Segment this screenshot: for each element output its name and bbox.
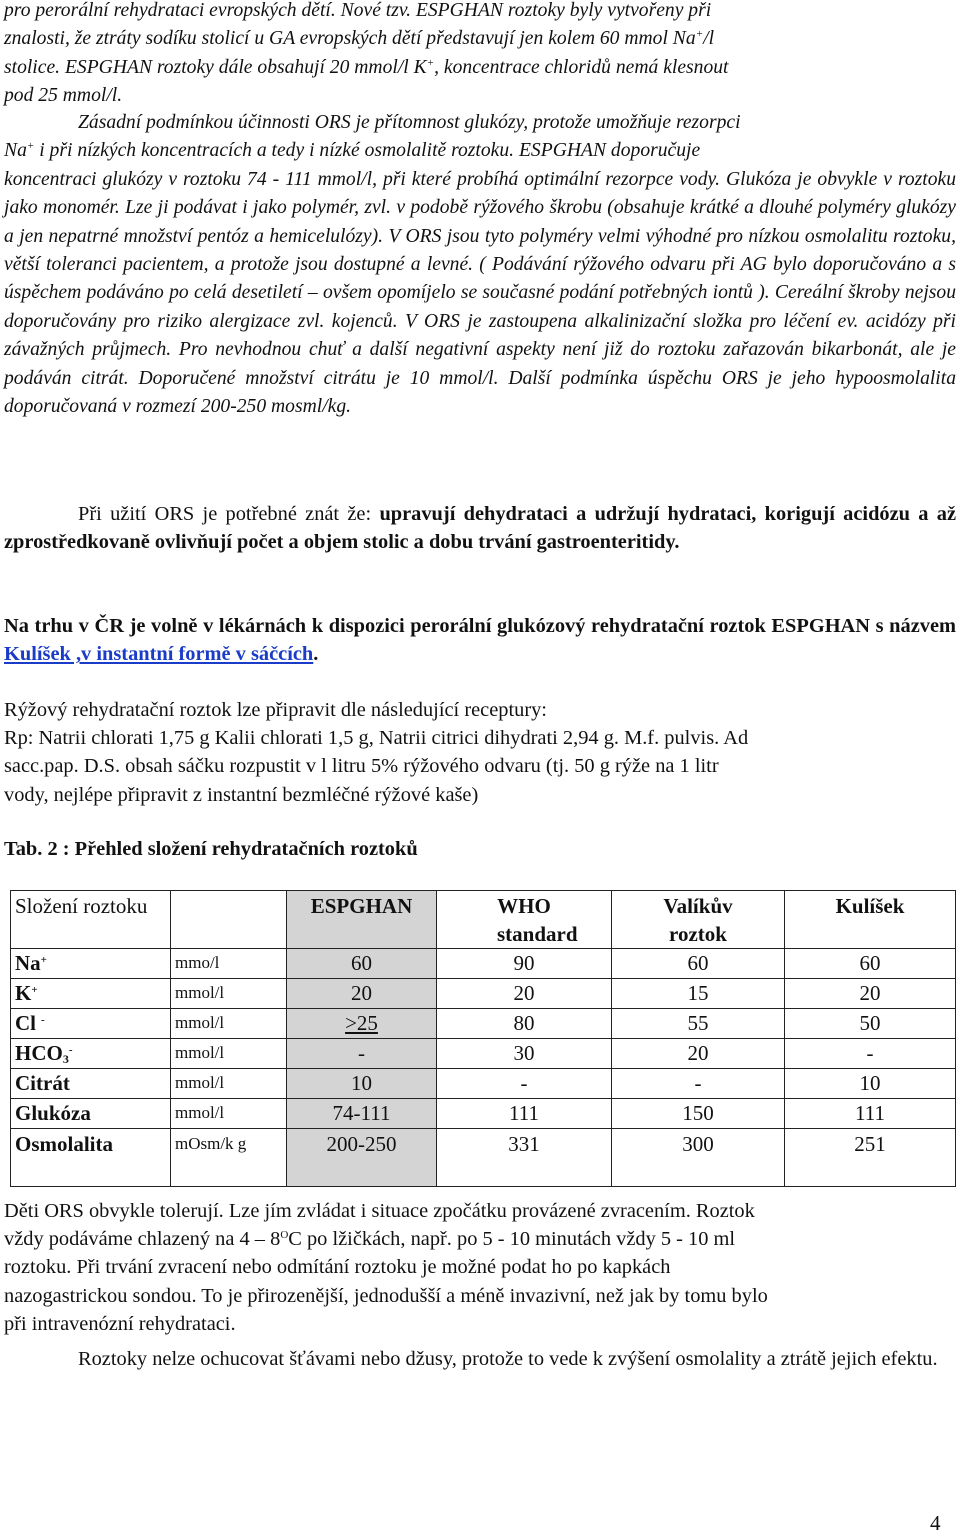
table-header-row — [11, 891, 956, 949]
cell-espghan: 10 — [287, 1069, 437, 1099]
cell-kulisek: 10 — [785, 1069, 956, 1099]
line: stolice. ESPGHAN roztoky dále obsahují 20 mmol/l K — [4, 56, 427, 78]
row-label: Na+ — [11, 949, 171, 979]
row-label: Glukóza — [11, 1099, 171, 1129]
degree-symbol: O — [280, 1229, 289, 1242]
line: vždy podáváme chlazený na 4 – 8 — [4, 1228, 281, 1251]
table-row — [11, 979, 956, 1009]
header-composition: Složení roztoku — [11, 891, 171, 949]
cell-kulisek: 111 — [785, 1099, 956, 1129]
paragraph-text: koncentraci glukózy v roztoku 74 - 111 mmol/l, při které probíhá optimální rezorpce vody. Glukóza je obvykle v roztoku jako monomér. Lze ji podávat i jako polymér, zvl. v podobě rýžového škrobu (obsahuje krátké a dlouhé polyméry glukózy a jen nepatrné množství pentóz a hemicelulózy). V ORS jsou tyto polyméry velmi výhodné pro nízkou osmolalitu roztoku, větší toleranci pacientem, a protože jsou dostupné a levné. ( Podávání rýžového odvaru při AG bylo doporučováno a s úspěchem podáváno po celá desetiletí – ovšem opomíjelo se současné podání potřebných iontů ). Cereální škroby nejsou doporučovány pro riziko alergizace zvl. kojenců. V ORS je zastoupena alkalinizační složka pro léčení ev. acidózy při závažných průjmech. Pro nevhodnou chuť a další negativní aspekty není již do roztoku zařazován bikarbonát, ale je podáván citrát. Doporučené množství citrátu je 10 mmol/l. Další podmínka úspěchu ORS je jeho hypoosmolalita doporučovaná v rozmezí 200-250 mosml/kg. — [4, 168, 956, 418]
page-number: 4 — [930, 1511, 941, 1535]
row-label: Citrát — [11, 1069, 171, 1099]
cell-who: - — [437, 1069, 612, 1099]
row-unit: mmol/l — [171, 979, 287, 1009]
line: /l — [703, 28, 715, 50]
composition-table — [10, 890, 956, 1187]
paragraph-glucose-condition — [4, 109, 956, 421]
cell-kulisek: 20 — [785, 979, 956, 1009]
line: pro perorální rehydrataci evropských dětí. Nové tzv. ESPGHAN roztoky byly vytvořeny při — [4, 0, 712, 21]
header-espghan: ESPGHAN — [287, 891, 437, 949]
table-row — [11, 1039, 956, 1069]
paragraph-market-availability — [4, 612, 956, 668]
line: i při nízkých koncentracích a tedy i nízké osmolalitě roztoku. ESPGHAN doporučuje — [34, 140, 701, 162]
row-unit: mmo/l — [171, 949, 287, 979]
cell-valik: 300 — [612, 1129, 785, 1187]
table-caption: Tab. 2 : Přehled složení rehydratačních roztoků — [4, 838, 418, 860]
line: Rp: Natrii chlorati 1,75 g Kalii chlorati 1,5 g, Natrii citrici dihydrati 2,94 g. M.f. pulvis. Ad — [4, 727, 749, 750]
line: vody, nejlépe připravit z instantní bezmléčné rýžové kaše) — [4, 783, 479, 806]
line: pod 25 mmol/l. — [4, 85, 123, 107]
cell-espghan: 20 — [287, 979, 437, 1009]
cell-valik: 20 — [612, 1039, 785, 1069]
table-row — [11, 949, 956, 979]
header-unit — [171, 891, 287, 949]
superscript-plus: + — [426, 56, 435, 69]
cell-kulisek: 60 — [785, 949, 956, 979]
cell-valik: 150 — [612, 1099, 785, 1129]
line: Na — [4, 140, 27, 162]
header-who: WHO standard — [437, 891, 612, 949]
superscript-plus: + — [26, 140, 35, 153]
cell-who: 111 — [437, 1099, 612, 1129]
table-row — [11, 1129, 956, 1187]
cell-espghan: 74-111 — [287, 1099, 437, 1129]
cell-kulisek: 50 — [785, 1009, 956, 1039]
cell-who: 20 — [437, 979, 612, 1009]
line: nazogastrickou sondou. To je přirozenější, jednodušší a méně invazivní, než jak by tomu bylo — [4, 1284, 768, 1307]
cell-who: 80 — [437, 1009, 612, 1039]
period: . — [313, 643, 319, 666]
cell-espghan: 200-250 — [287, 1129, 437, 1187]
cell-kulisek: 251 — [785, 1129, 956, 1187]
line: roztoku. Při trvání zvracení nebo odmítání roztoku je možné podat ho po kapkách — [4, 1256, 671, 1279]
cell-valik: - — [612, 1069, 785, 1099]
line: sacc.pap. D.S. obsah sáčku rozpustit v l litru 5% rýžového odvaru (tj. 50 g rýže na 1 litr — [4, 755, 719, 778]
cell-kulisek: - — [785, 1039, 956, 1069]
table-row — [11, 1099, 956, 1129]
paragraph-text: Na trhu v ČR je volně v lékárnách k dispozici perorální glukózový rehydratační roztok ESPGHAN s názvem — [4, 615, 956, 637]
cell-valik: 15 — [612, 979, 785, 1009]
row-label: Osmolalita — [11, 1129, 171, 1187]
line: znalosti, že ztráty sodíku stolicí u GA evropských dětí představují jen kolem 60 mmol Na — [4, 28, 696, 50]
cell-valik: 60 — [612, 949, 785, 979]
line: při intravenózní rehydrataci. — [4, 1312, 236, 1335]
row-unit: mmol/l — [171, 1099, 287, 1129]
row-unit: mmol/l — [171, 1009, 287, 1039]
cell-espghan: 60 — [287, 949, 437, 979]
superscript-plus: + — [695, 28, 704, 41]
cell-who: 331 — [437, 1129, 612, 1187]
paragraph-tolerance — [4, 1197, 956, 1338]
line: C po lžičkách, např. po 5 - 10 minutách vždy 5 - 10 ml — [288, 1228, 736, 1251]
row-label: K+ — [11, 979, 171, 1009]
line: Zásadní podmínkou účinnosti ORS je přítomnost glukózy, protože umožňuje rezorpci — [78, 112, 741, 133]
row-label: $HCO_3^-$ — [11, 1039, 171, 1069]
header-kulisek: Kulíšek — [785, 891, 956, 949]
paragraph-rice-recipe — [4, 696, 956, 809]
row-unit: mmol/l — [171, 1069, 287, 1099]
cell-valik: 55 — [612, 1009, 785, 1039]
cell-who: 90 — [437, 949, 612, 979]
row-unit: mmol/l — [171, 1039, 287, 1069]
row-unit: mOsm/k g — [171, 1129, 287, 1187]
paragraph-flavoring: Roztoky nelze ochucovat šťávami nebo džusy, protože to vede k zvýšení osmolality a ztrátě jejich efektu. — [78, 1348, 938, 1370]
line: Děti ORS obvykle tolerují. Lze jím zvládat i situace zpočátku provázené zvracením. Roztok — [4, 1200, 755, 1222]
line: , koncentrace chloridů nemá klesnout — [434, 56, 729, 78]
bold-text: upravují dehydrataci a udržují hydrataci, korigují acidózu a až zprostředkovaně ovlivňují počet a objem stolic a dobu trvání gastroenteritidy. — [4, 503, 956, 554]
cell-espghan: - — [287, 1039, 437, 1069]
row-label: Cl - — [11, 1009, 171, 1039]
table-row — [11, 1069, 956, 1099]
table-row — [11, 1009, 956, 1039]
cell-who: 30 — [437, 1039, 612, 1069]
lead-text: Při užití ORS je potřebné znát že: — [78, 503, 372, 525]
kulisek-link[interactable]: Kulíšek ,v instantní formě v sáčcích — [4, 643, 314, 666]
paragraph-ors-usage — [4, 500, 956, 556]
cell-espghan: >25 — [287, 1009, 437, 1039]
paragraph-espghan-sodium — [4, 0, 956, 111]
line: Rýžový rehydratační roztok lze připravit dle následující receptury: — [4, 699, 547, 721]
header-valik: Valíkův roztok — [612, 891, 785, 949]
